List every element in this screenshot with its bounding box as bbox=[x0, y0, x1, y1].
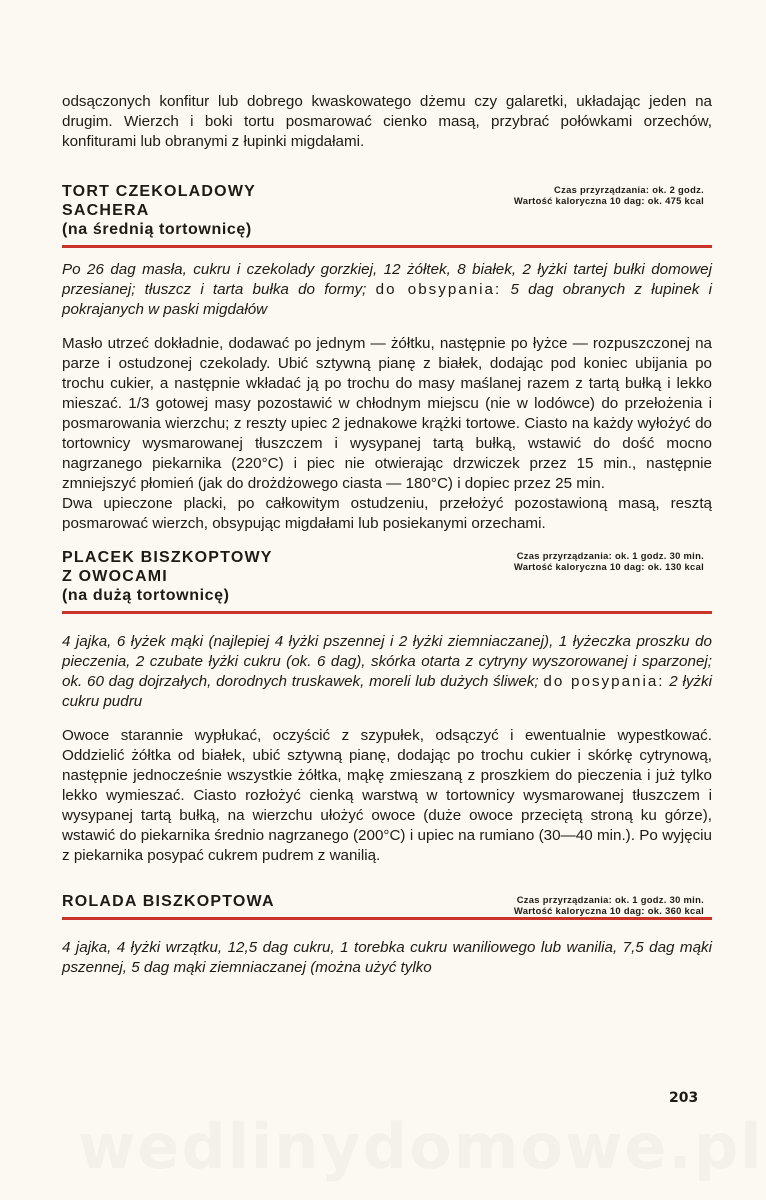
intro-text: odsączonych konfitur lub dobrego kwaskowatego dżemu czy galaretki, układając jeden na drugim. Wierzch i boki tortu posmarować cienko masą, przybrać połówkami orzechów, konfiturami lub obranymi z łupinki migdałami. bbox=[62, 93, 712, 150]
recipe-subtitle: (na średnią tortownicę) bbox=[62, 221, 252, 238]
calories: Wartość kaloryczna 10 dag: ok. 360 kcal bbox=[513, 905, 704, 916]
recipe-rolada-biszkoptowa bbox=[62, 892, 712, 978]
instructions: Masło utrzeć dokładnie, dodawać po jednym — żółtku, następnie po łyżce — rozpuszczonej na parze i ostudzonej czekolady. Ubić sztywną pianę z białek, dodając pod koniec ubijania po trochu cukier, a następnie wkładać ją po trochu do masy maślanej razem z tartą bułką i lekko mieszać. 1/3 gotowej masy pozostawić w chłodnym miejscu (nie w lodówce) do przełożenia i posmarowania wierzchu; z reszty upiec 2 jednakowe krążki tortowe. Ciasto na każdy wyłożyć do tortownicy wysmarowanej tłuszczem i wysypanej tartą bułką, wstawić do dość mocno nagrzanego piekarnika (220°C) i piec nie otwierając drzwiczek przez 15 min., następnie zmniejszyć płomień (jak do drożdżowego ciasta — 180°C) i dopiec przez 25 min. bbox=[62, 335, 712, 492]
recipe-title: PLACEK BISZKOPTOWY Z OWOCAMI (na dużą tortownicę) bbox=[62, 548, 392, 605]
ingredients: 4 jajka, 4 łyżki wrzątku, 12,5 dag cukru, 1 torebka cukru waniliowego lub wanilia, 7,5 dag mąki pszennej, 5 dag mąki ziemniaczanej (można użyć tylko bbox=[62, 939, 712, 976]
recipe-tort-sachera bbox=[62, 182, 712, 534]
instructions: Dwa upieczone placki, po całkowitym ostudzeniu, przełożyć pozostawioną masą, resztą posmarować wierzch, obsypując migdałami lub posiekanymi orzechami. bbox=[62, 495, 712, 532]
page-number: 203 bbox=[669, 1090, 699, 1106]
recipe-header bbox=[62, 548, 712, 605]
ingredients: 4 jajka, 6 łyżek mąki (najlepiej 4 łyżki pszennej i 2 łyżki ziemniaczanej), 1 łyżeczka proszku do pieczenia, 2 czubate łyżki cukru (ok. 6 dag), skórka otarta z cytryny wyszorowanej i sparzonej; ok. 60 dag dojrzałych, dorodnych truskawek, moreli lub dużych śliwek; do posypania: 2 łyżki cukru pudru bbox=[62, 633, 712, 710]
calories: Wartość kaloryczna 10 dag: ok. 475 kcal bbox=[513, 195, 704, 206]
recipe-subtitle: (na dużą tortownicę) bbox=[62, 587, 230, 604]
prep-time: Czas przyrządzania: ok. 1 godz. 30 min. bbox=[516, 550, 704, 561]
calories: Wartość kaloryczna 10 dag: ok. 130 kcal bbox=[513, 561, 704, 572]
red-divider bbox=[62, 917, 712, 920]
prep-time: Czas przyrządzania: ok. 2 godz. bbox=[554, 184, 704, 195]
recipe-header bbox=[62, 182, 712, 239]
watermark: wedlinydomowe.pl bbox=[78, 1110, 764, 1183]
prep-time: Czas przyrządzania: ok. 1 godz. 30 min. bbox=[516, 894, 704, 905]
recipe-placek-biszkoptowy bbox=[62, 548, 712, 866]
recipe-header bbox=[62, 892, 712, 916]
red-divider bbox=[62, 245, 712, 248]
recipe-meta bbox=[514, 184, 704, 206]
ingredients: Po 26 dag masła, cukru i czekolady gorzkiej, 12 żółtek, 8 białek, 2 łyżki tartej bułki domowej przesianej; tłuszcz i tarta bułka do formy; do obsypania: 5 dag obranych z łupinek i pokrajanych w paski migdałów bbox=[62, 261, 712, 318]
recipe-meta bbox=[514, 894, 704, 916]
page-content bbox=[62, 92, 712, 978]
recipe-meta bbox=[514, 550, 704, 572]
recipe-title: ROLADA BISZKOPTOWA bbox=[62, 893, 275, 910]
recipe-title: TORT CZEKOLADOWY SACHERA (na średnią tortownicę) bbox=[62, 182, 392, 239]
instructions: Owoce starannie wypłukać, oczyścić z szypułek, odsączyć i ewentualnie wypestkować. Oddzielić żółtka od białek, ubić sztywną pianę, dodając po trochu cukier i skórkę cytrynową, następnie jednocześnie wszystkie żółtka, mąkę zmieszaną z proszkiem do pieczenia i już tylko lekko wymieszać. Ciasto rozłożyć cienką warstwą w tortownicy wysmarowanej tłuszczem i wysypanej tartą bułką, na wierzchu ułożyć owoce (duże owoce przeciętą stroną ku górze), wstawić do piekarnika średnio nagrzanego (200°C) i upiec na rumiano (30—40 min.). Po wyjęciu z piekarnika posypać cukrem pudrem z wanilią. bbox=[62, 727, 712, 864]
red-divider bbox=[62, 611, 712, 614]
